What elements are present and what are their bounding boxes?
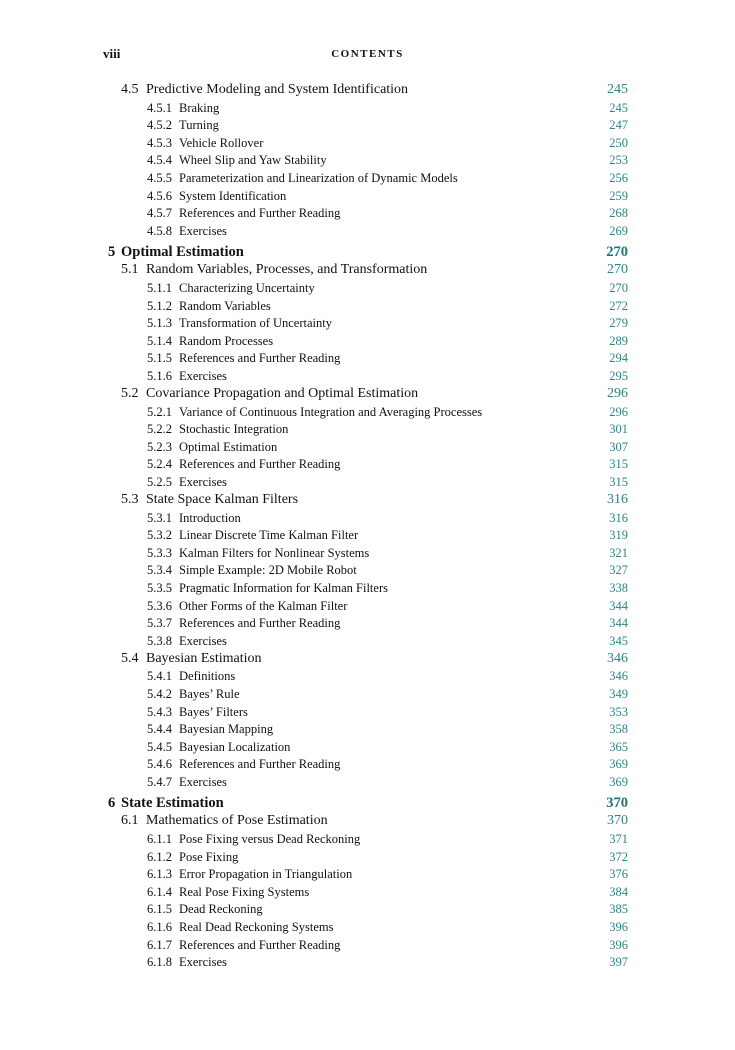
toc-subsection-row[interactable] <box>0 884 735 902</box>
toc-page-link[interactable]: 346 <box>607 650 628 666</box>
toc-entry-number: 4.5.1 <box>147 100 172 115</box>
toc-entry-number: 4.5.6 <box>147 188 172 203</box>
toc-subsection-row[interactable] <box>0 298 735 316</box>
toc-section-row[interactable] <box>0 813 735 831</box>
toc-entry-title[interactable]: Kalman Filters for Nonlinear Systems <box>179 545 370 560</box>
toc-subsection-row[interactable] <box>0 350 735 368</box>
toc-subsection-row[interactable] <box>0 668 735 686</box>
toc-page-link[interactable]: 253 <box>609 153 628 168</box>
toc-page-link[interactable]: 372 <box>609 849 628 864</box>
toc-entry-number: 5.3.6 <box>147 598 172 613</box>
toc-entry-number: 5.1.2 <box>147 298 172 313</box>
toc-entry-number: 5.4.1 <box>147 669 172 684</box>
toc-page-link[interactable]: 307 <box>609 439 628 454</box>
toc-page-link[interactable]: 269 <box>609 223 628 238</box>
toc-page-link[interactable]: 270 <box>609 280 628 295</box>
toc-entry-title[interactable]: Exercises <box>179 223 227 238</box>
toc-entry-title[interactable]: Linear Discrete Time Kalman Filter <box>179 528 359 543</box>
toc-page-link[interactable]: 270 <box>606 243 628 260</box>
toc-entry-number: 5.3.7 <box>147 616 172 631</box>
toc-page-link[interactable]: 397 <box>609 955 628 970</box>
toc-page-link[interactable]: 295 <box>609 368 628 383</box>
toc-page-link[interactable]: 369 <box>609 774 628 789</box>
toc-subsection-row[interactable] <box>0 333 735 351</box>
toc-entry-number: 5.2.3 <box>147 439 172 454</box>
toc-page-link[interactable]: 365 <box>609 739 628 754</box>
toc-entry-number: 5.3.3 <box>147 545 172 560</box>
toc-entry-number: 5.1.3 <box>147 316 172 331</box>
toc-page-link[interactable]: 321 <box>609 545 628 560</box>
toc-entry-number: 6.1.1 <box>147 832 172 846</box>
toc-entry-title[interactable]: Definitions <box>179 669 236 684</box>
toc-subsection-row[interactable] <box>0 774 735 792</box>
toc-page-link[interactable]: 296 <box>607 385 628 401</box>
toc-page-link[interactable]: 385 <box>609 902 628 917</box>
toc-entry-title[interactable]: Random Variables, Processes, and Transformation <box>146 262 428 278</box>
toc-page-link[interactable]: 294 <box>609 351 628 366</box>
toc-entry-number: 5.3.1 <box>147 510 172 525</box>
toc-entry-number: 5.1 <box>121 262 139 278</box>
toc-entry-number: 6.1.8 <box>147 955 172 970</box>
toc-page-link[interactable]: 296 <box>609 404 628 419</box>
toc-subsection-row[interactable] <box>0 739 735 757</box>
toc-entry-title[interactable]: References and Further Reading <box>179 351 341 366</box>
toc-entry-title[interactable]: State Space Kalman Filters <box>146 491 299 507</box>
toc-entry-number: 4.5.8 <box>147 223 172 238</box>
toc-entry-title[interactable]: Stochastic Integration <box>179 422 289 437</box>
toc-subsection-row[interactable] <box>0 562 735 580</box>
toc-subsection-row[interactable] <box>0 831 735 849</box>
toc-subsection-row[interactable] <box>0 849 735 867</box>
toc-subsection-row[interactable] <box>0 170 735 188</box>
toc-entry-number: 5.4.3 <box>147 704 172 719</box>
toc-subsection-row[interactable] <box>0 954 735 972</box>
toc-entry-number: 4.5.7 <box>147 206 172 221</box>
toc-subsection-row[interactable] <box>0 901 735 919</box>
toc-page-link[interactable]: 327 <box>609 563 628 578</box>
toc-subsection-row[interactable] <box>0 580 735 598</box>
toc-subsection-row[interactable] <box>0 633 735 651</box>
toc-entry-title[interactable]: Optimal Estimation <box>121 243 244 260</box>
page-number: viii <box>103 46 121 61</box>
toc-entry-title[interactable]: State Estimation <box>121 794 224 811</box>
toc-entry-number: 5.4.4 <box>147 722 172 737</box>
toc-entry-number: 5.1.6 <box>147 368 172 383</box>
toc-page-link[interactable]: 346 <box>609 669 628 684</box>
toc-subsection-row[interactable] <box>0 188 735 206</box>
toc-entry-number: 6 <box>108 794 116 811</box>
toc-entry-title[interactable]: Mathematics of Pose Estimation <box>146 813 328 829</box>
toc-entry-title[interactable]: Pose Fixing versus Dead Reckoning <box>179 832 361 846</box>
toc-entry-number: 4.5.4 <box>147 153 172 168</box>
toc-entry-title[interactable]: Random Processes <box>179 333 274 348</box>
toc-page-link[interactable]: 247 <box>609 118 628 133</box>
toc-entry-number: 5.1.1 <box>147 280 172 295</box>
toc-subsection-row[interactable] <box>0 721 735 739</box>
toc-entry-title[interactable]: Exercises <box>179 474 227 489</box>
toc-page-link[interactable]: 376 <box>609 867 628 882</box>
toc-entry-title[interactable]: Bayes’ Filters <box>179 704 248 719</box>
toc-entry-title[interactable]: Exercises <box>179 368 227 383</box>
toc-page-link[interactable]: 358 <box>609 722 628 737</box>
toc-entry-title[interactable]: Exercises <box>179 633 227 648</box>
running-header: CONTENTS <box>331 48 404 60</box>
toc-subsection-row[interactable] <box>0 598 735 616</box>
toc-entry-title[interactable]: Introduction <box>179 510 241 525</box>
toc-entry-title[interactable]: References and Further Reading <box>179 457 341 472</box>
toc-page-link[interactable]: 270 <box>607 262 628 278</box>
toc-entry-number: 5.3.2 <box>147 528 172 543</box>
toc-subsection-row[interactable] <box>0 404 735 422</box>
toc-entry-number: 5.2.4 <box>147 457 172 472</box>
toc-entry-title[interactable]: Other Forms of the Kalman Filter <box>179 598 348 613</box>
toc-entry-title[interactable]: Covariance Propagation and Optimal Estimation <box>146 385 419 401</box>
toc-subsection-row[interactable] <box>0 421 735 439</box>
toc-entry-title[interactable]: Parameterization and Linearization of Dynamic Models <box>179 171 458 185</box>
toc-subsection-row[interactable] <box>0 368 735 386</box>
toc-subsection-row[interactable] <box>0 205 735 223</box>
toc-page-link[interactable]: 315 <box>609 474 628 489</box>
toc-entry-title[interactable]: Vehicle Rollover <box>179 135 264 150</box>
toc-subsection-row[interactable] <box>0 686 735 704</box>
toc-entry-number: 6.1.3 <box>147 867 172 882</box>
toc-entry-title[interactable]: Bayes’ Rule <box>179 686 240 701</box>
toc-entry-number: 5.2 <box>121 385 139 401</box>
toc-entry-number: 5.3.5 <box>147 580 172 595</box>
toc-entry-title[interactable]: Characterizing Uncertainty <box>179 280 315 295</box>
toc-subsection-row[interactable] <box>0 315 735 333</box>
toc-subsection-row[interactable] <box>0 756 735 774</box>
toc-entry-title[interactable]: Braking <box>179 100 220 115</box>
toc-page-link[interactable]: 396 <box>609 937 628 952</box>
toc-entry-number: 4.5.2 <box>147 118 172 133</box>
toc-entry-title[interactable]: References and Further Reading <box>179 937 341 952</box>
toc-subsection-row[interactable] <box>0 474 735 492</box>
toc-entry-title[interactable]: Error Propagation in Triangulation <box>179 867 353 882</box>
toc-entry-title[interactable]: Predictive Modeling and System Identification <box>146 82 409 97</box>
toc-page-link[interactable]: 370 <box>606 794 628 811</box>
toc-page-link[interactable]: 344 <box>609 598 628 613</box>
toc-entry-number: 5.2.1 <box>147 404 172 419</box>
toc-page-link[interactable]: 250 <box>609 135 628 150</box>
toc-entry-title[interactable]: Exercises <box>179 774 227 789</box>
toc-subsection-row[interactable] <box>0 919 735 937</box>
toc-page-link[interactable]: 301 <box>609 422 628 437</box>
toc-entry-title[interactable]: Turning <box>179 118 219 133</box>
toc-entry-number: 5.3.4 <box>147 563 172 578</box>
toc-subsection-row[interactable] <box>0 704 735 722</box>
toc-page-link[interactable]: 245 <box>609 100 628 115</box>
toc-section-row[interactable] <box>0 82 735 100</box>
toc-entry-title[interactable]: Exercises <box>179 955 227 970</box>
toc-page-link[interactable]: 369 <box>609 757 628 772</box>
toc-entry-number: 5.4.2 <box>147 686 172 701</box>
toc-entry-title[interactable]: Bayesian Estimation <box>146 650 262 666</box>
toc-entry-number: 5.2.2 <box>147 422 172 437</box>
toc-subsection-row[interactable] <box>0 223 735 241</box>
toc-entry-title[interactable]: Transformation of Uncertainty <box>179 316 332 331</box>
toc-page-link[interactable]: 289 <box>609 333 628 348</box>
toc-entry-number: 5.4.5 <box>147 739 172 754</box>
toc-entry-number: 5.2.5 <box>147 474 172 489</box>
toc-chapter-row[interactable] <box>0 795 735 813</box>
toc-entry-number: 4.5 <box>121 82 139 97</box>
toc-page-link[interactable]: 353 <box>609 704 628 719</box>
toc-entry-number: 6.1.2 <box>147 849 172 864</box>
toc-entry-number: 4.5.3 <box>147 135 172 150</box>
toc-entry-title[interactable]: References and Further Reading <box>179 206 341 221</box>
toc-subsection-row[interactable] <box>0 937 735 955</box>
toc-entry-number: 6.1.6 <box>147 920 172 934</box>
toc-entry-number: 5.4 <box>121 650 139 666</box>
toc-entry-title[interactable]: Variance of Continuous Integration and Averaging Processes <box>179 404 483 419</box>
toc-entry-number: 5.3 <box>121 491 139 507</box>
toc-page-link[interactable]: 319 <box>609 528 628 543</box>
toc-entry-title[interactable]: References and Further Reading <box>179 616 341 631</box>
toc-entry-title[interactable]: Pragmatic Information for Kalman Filters <box>179 580 388 595</box>
toc-page-link[interactable]: 396 <box>609 920 628 934</box>
toc-page-link[interactable]: 338 <box>609 580 628 595</box>
toc-section-row[interactable] <box>0 651 735 669</box>
toc-page-link[interactable]: 344 <box>609 616 628 631</box>
toc-subsection-row[interactable] <box>0 545 735 563</box>
toc-entry-title[interactable]: Pose Fixing <box>179 849 239 864</box>
toc-page-link[interactable]: 245 <box>607 82 628 97</box>
toc-page-link[interactable]: 349 <box>609 686 628 701</box>
toc-page-link[interactable]: 371 <box>609 832 628 846</box>
toc-subsection-row[interactable] <box>0 456 735 474</box>
toc-entry-title[interactable]: Bayesian Mapping <box>179 722 274 737</box>
toc-entry-title[interactable]: Real Pose Fixing Systems <box>179 884 310 899</box>
toc-subsection-row[interactable] <box>0 439 735 457</box>
toc-page-link[interactable]: 272 <box>609 298 628 313</box>
toc-entry-title[interactable]: Real Dead Reckoning Systems <box>179 920 334 934</box>
toc-entry-title[interactable]: Wheel Slip and Yaw Stability <box>179 153 327 168</box>
toc-entry-number: 5.3.8 <box>147 633 172 648</box>
toc-subsection-row[interactable] <box>0 280 735 298</box>
toc-subsection-row[interactable] <box>0 152 735 170</box>
toc-subsection-row[interactable] <box>0 135 735 153</box>
toc-chapter-row[interactable] <box>0 244 735 262</box>
toc-entry-number: 5.1.5 <box>147 351 172 366</box>
toc-entry-number: 4.5.5 <box>147 171 172 185</box>
toc-entry-number: 5.1.4 <box>147 333 172 348</box>
toc-page-link[interactable]: 370 <box>607 813 628 829</box>
toc-page-link[interactable]: 259 <box>609 188 628 203</box>
toc-page-link[interactable]: 316 <box>609 510 628 525</box>
toc-page-link[interactable]: 384 <box>609 884 628 899</box>
toc-entry-title[interactable]: Bayesian Localization <box>179 739 291 754</box>
toc-page-link[interactable]: 279 <box>609 316 628 331</box>
toc-subsection-row[interactable] <box>0 866 735 884</box>
toc-entry-title[interactable]: Dead Reckoning <box>179 902 263 917</box>
toc-section-row[interactable] <box>0 262 735 280</box>
toc-entry-title[interactable]: References and Further Reading <box>179 757 341 772</box>
toc-entry-number: 6.1.4 <box>147 884 172 899</box>
toc-entry-number: 6.1.5 <box>147 902 172 917</box>
toc-page-link[interactable]: 268 <box>609 206 628 221</box>
toc-page-link[interactable]: 345 <box>609 633 628 648</box>
toc-entry-title[interactable]: Optimal Estimation <box>179 439 278 454</box>
toc-entry-number: 6.1.7 <box>147 937 172 952</box>
toc-subsection-row[interactable] <box>0 510 735 528</box>
toc-page-link[interactable]: 316 <box>607 491 628 507</box>
toc-page-link[interactable]: 256 <box>609 171 628 185</box>
toc-entry-title[interactable]: Random Variables <box>179 298 271 313</box>
toc-subsection-row[interactable] <box>0 117 735 135</box>
toc-entry-title[interactable]: Simple Example: 2D Mobile Robot <box>179 563 357 578</box>
toc-entry-number: 5 <box>108 243 116 260</box>
toc-subsection-row[interactable] <box>0 615 735 633</box>
toc-section-row[interactable] <box>0 492 735 510</box>
toc-entry-number: 6.1 <box>121 813 139 829</box>
toc-entry-number: 5.4.6 <box>147 757 172 772</box>
toc-entry-title[interactable]: System Identification <box>179 188 287 203</box>
toc-page-link[interactable]: 315 <box>609 457 628 472</box>
toc-subsection-row[interactable] <box>0 100 735 118</box>
toc-subsection-row[interactable] <box>0 527 735 545</box>
toc-section-row[interactable] <box>0 386 735 404</box>
toc-entry-number: 5.4.7 <box>147 774 172 789</box>
